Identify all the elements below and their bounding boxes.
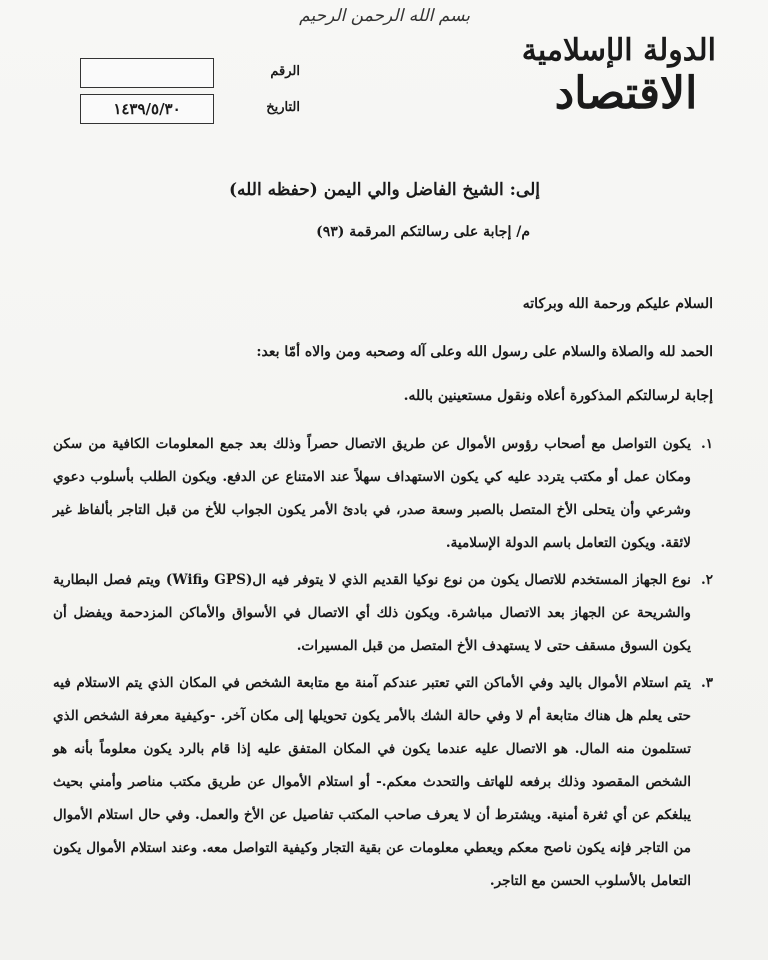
point-number: ٣. <box>700 675 713 691</box>
logo-line-state: الدولة الإسلامية <box>521 33 716 68</box>
issuer-logo <box>521 33 716 146</box>
reference-block <box>80 58 300 130</box>
point-item <box>53 428 713 560</box>
point-number: ٢. <box>700 572 713 588</box>
date-box: ١٤٣٩/٥/٣٠ <box>80 94 214 124</box>
point-text: نوع الجهاز المستخدم للاتصال يكون من نوع نوكيا القديم الذي لا يتوفر فيه ال(GPS وWifi) ويتم فصل البطارية والشريحة عن الجهاز بعد الاتصال مباشرة. ويكون ذلك أي الاتصال في الأسواق والأماكن المزدحمة ويفضل أن يكون السوق مسقف حتى لا يستهدف الأخ المتصل من قبل المسيرات. <box>53 572 691 654</box>
praise-line: الحمد لله والصلاة والسلام على رسول الله وعلى آله وصحبه ومن والاه أمّا بعد: <box>256 344 713 360</box>
date-row <box>80 94 300 124</box>
greeting: السلام عليكم ورحمة الله وبركاته <box>522 296 713 312</box>
reference-number-box <box>80 58 214 88</box>
point-item <box>53 564 713 663</box>
logo-line-economy: الاقتصاد <box>554 68 698 119</box>
point-text: يكون التواصل مع أصحاب رؤوس الأموال عن طريق الاتصال حصراً وذلك بعد جمع المعلومات الكافية من سكن ومكان عمل أو مكتب يتردد عليه كي يكون الاستهداف سهلاً عند الامتناع عن الدفع. ويكون الطلب بأسلوب دعوي وشرعي وأن يتحلى الأخ المتصل بالصبر وسعة صدر، في بادئ الأمر يكون الجواب للأخ من قبل التاجر بألفاظ غير لائقة. ويكون التعامل باسم الدولة الإسلامية. <box>53 436 691 551</box>
addressee-line: إلى: الشيخ الفاضل والي اليمن (حفظه الله) <box>228 180 540 200</box>
basmala-calligraphy: بسم الله الرحمن الرحيم <box>299 6 470 26</box>
point-text: يتم استلام الأموال باليد وفي الأماكن التي تعتبر عندكم آمنة مع متابعة الشخص في المكان الذي يتم الاستلام فيه حتى يعلم هل هناك متابعة أم لا وفي حالة الشك بالأمر يكون تحويلها إلى مكان آخر. -وكيفية معرفة الشخص الذي تستلمون منه المال. هو الاتصال عليه عندما يكون في المكان المتفق عليه إذا قام بالرد يكون معلوماً بأنه هو الشخص المقصود وذلك برفعه للهاتف والتحدث معكم.- أو استلام الأموال عن طريق مكتب مناصر وأمني بحيث يبلغكم عن أي ثغرة أمنية. ويشترط أن لا يعرف صاحب المكتب تفاصيل عن الأخ والعمل. وفي حال استلام الأموال من التاجر فإنه يكون ناصح معكم ويعطي معلومات عن بقية التجار وكيفية التواصل معه. وعند استلام الأموال يكون التعامل بالأسلوب الحسن مع التاجر. <box>53 675 691 889</box>
numbered-points <box>53 428 713 902</box>
subject-line: م/ إجابة على رسالتكم المرقمة (٩٣) <box>316 224 530 240</box>
date-label: التاريخ <box>266 100 300 115</box>
reference-number-label: الرقم <box>270 64 300 79</box>
intro-line: إجابة لرسالتكم المذكورة أعلاه ونقول مستعينين بالله. <box>403 388 713 404</box>
point-item <box>53 667 713 898</box>
point-number: ١. <box>700 436 713 452</box>
reference-number-row <box>80 58 300 88</box>
